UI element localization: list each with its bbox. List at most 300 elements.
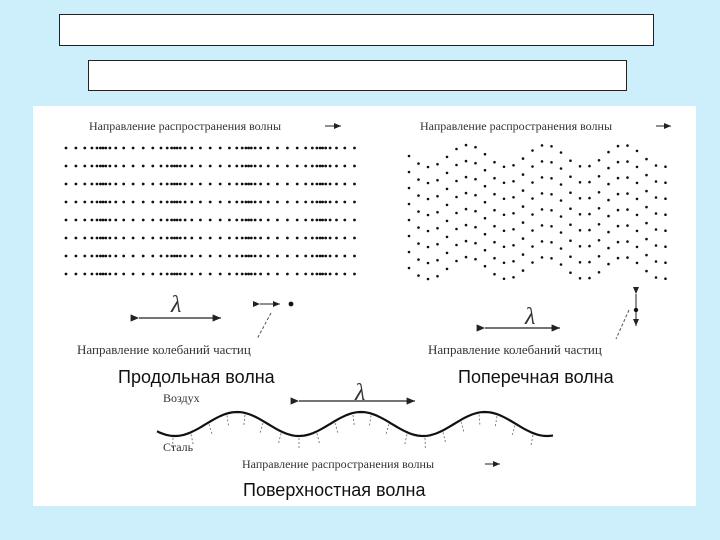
- longitudinal-particle: [179, 237, 182, 240]
- longitudinal-particle: [247, 147, 250, 150]
- transverse-particle: [617, 257, 620, 260]
- longitudinal-particle: [190, 201, 193, 204]
- longitudinal-particle: [209, 237, 212, 240]
- longitudinal-particle: [228, 237, 231, 240]
- longitudinal-particle: [259, 273, 262, 276]
- longitudinal-particle: [250, 183, 253, 186]
- longitudinal-particle: [311, 219, 314, 222]
- longitudinal-particle: [235, 165, 238, 168]
- longitudinal-particle: [304, 273, 307, 276]
- transverse-particle: [417, 242, 420, 245]
- longitudinal-particle-grid: [65, 147, 356, 276]
- longitudinal-particle: [132, 237, 135, 240]
- transverse-particle: [512, 196, 515, 199]
- longitudinal-particle: [247, 237, 250, 240]
- transverse-particle: [436, 211, 439, 214]
- transverse-particle: [474, 226, 477, 229]
- surface-particle-tick: [512, 425, 515, 435]
- transverse-particle: [655, 228, 658, 231]
- transverse-particle: [455, 164, 458, 167]
- longitudinal-particle: [219, 237, 222, 240]
- transverse-particle: [655, 196, 658, 199]
- surface-particle-tick: [244, 415, 245, 425]
- transverse-particle: [617, 209, 620, 212]
- longitudinal-particle: [122, 273, 125, 276]
- longitudinal-particle: [241, 201, 244, 204]
- longitudinal-particle: [173, 147, 176, 150]
- longitudinal-particle: [321, 147, 324, 150]
- transverse-particle: [588, 245, 591, 248]
- longitudinal-particle: [219, 147, 222, 150]
- transverse-particle: [408, 251, 411, 254]
- longitudinal-particle: [329, 237, 332, 240]
- longitudinal-particle: [166, 237, 169, 240]
- longitudinal-particle: [190, 237, 193, 240]
- longitudinal-particle: [267, 183, 270, 186]
- longitudinal-particle: [184, 183, 187, 186]
- longitudinal-particle: [209, 255, 212, 258]
- longitudinal-particle: [104, 147, 107, 150]
- longitudinal-particle: [209, 165, 212, 168]
- transverse-particle: [636, 214, 639, 217]
- transverse-particle: [474, 258, 477, 261]
- transverse-propagation-label: Направление распространения волны: [420, 119, 612, 133]
- transverse-particle: [484, 233, 487, 236]
- surface-wave-group: [157, 380, 553, 500]
- longitudinal-particle: [142, 165, 145, 168]
- transverse-particle: [531, 213, 534, 216]
- transverse-particle: [484, 265, 487, 268]
- transverse-particle: [550, 209, 553, 212]
- surface-caption: Поверхностная волна: [243, 480, 426, 500]
- longitudinal-particle: [96, 147, 99, 150]
- longitudinal-particle: [353, 219, 356, 222]
- longitudinal-particle-marker: [289, 302, 294, 307]
- wave-types-diagram: [33, 106, 696, 506]
- longitudinal-particle: [343, 147, 346, 150]
- longitudinal-particle: [319, 237, 322, 240]
- transverse-particle: [531, 149, 534, 152]
- longitudinal-particle: [109, 147, 112, 150]
- longitudinal-particle: [321, 219, 324, 222]
- longitudinal-particle: [176, 219, 179, 222]
- longitudinal-caption: Продольная волна: [118, 367, 275, 387]
- longitudinal-particle: [311, 165, 314, 168]
- transverse-particle: [569, 175, 572, 178]
- longitudinal-particle: [254, 255, 257, 258]
- transverse-particle: [446, 172, 449, 175]
- longitudinal-particle: [75, 165, 78, 168]
- longitudinal-particle: [247, 201, 250, 204]
- longitudinal-particle: [142, 219, 145, 222]
- longitudinal-particle: [324, 183, 327, 186]
- longitudinal-particle: [173, 183, 176, 186]
- transverse-oscillation-label: Направление колебаний частиц: [428, 342, 602, 357]
- longitudinal-particle: [267, 237, 270, 240]
- longitudinal-particle: [83, 165, 86, 168]
- transverse-particle: [664, 277, 667, 280]
- longitudinal-particle: [296, 147, 299, 150]
- transverse-particle: [474, 162, 477, 165]
- transverse-particle: [541, 144, 544, 147]
- longitudinal-particle: [166, 183, 169, 186]
- transverse-particle: [455, 244, 458, 247]
- longitudinal-particle: [353, 183, 356, 186]
- longitudinal-particle: [316, 183, 319, 186]
- transverse-particle: [541, 176, 544, 179]
- longitudinal-particle: [184, 201, 187, 204]
- transverse-wavelength-symbol: λ: [525, 304, 536, 330]
- transverse-particle: [427, 214, 430, 217]
- longitudinal-particle: [316, 165, 319, 168]
- transverse-particle: [541, 160, 544, 163]
- longitudinal-particle: [199, 237, 202, 240]
- transverse-particle: [550, 145, 553, 148]
- longitudinal-particle: [235, 147, 238, 150]
- longitudinal-wave-group: [65, 119, 356, 387]
- longitudinal-particle: [142, 255, 145, 258]
- longitudinal-particle: [311, 255, 314, 258]
- longitudinal-particle: [286, 273, 289, 276]
- longitudinal-particle: [254, 237, 257, 240]
- longitudinal-particle: [235, 183, 238, 186]
- transverse-particle: [465, 176, 468, 179]
- longitudinal-particle: [235, 273, 238, 276]
- longitudinal-particle: [190, 273, 193, 276]
- longitudinal-particle: [245, 219, 248, 222]
- longitudinal-particle: [166, 147, 169, 150]
- longitudinal-particle: [142, 273, 145, 276]
- longitudinal-particle: [329, 165, 332, 168]
- transverse-particle: [636, 230, 639, 233]
- longitudinal-particle: [259, 183, 262, 186]
- longitudinal-particle: [91, 147, 94, 150]
- longitudinal-particle: [304, 147, 307, 150]
- longitudinal-particle: [259, 147, 262, 150]
- surface-wavelength-symbol: λ: [355, 380, 366, 406]
- longitudinal-particle: [199, 165, 202, 168]
- longitudinal-pointer-line: [257, 313, 271, 339]
- transverse-particle: [626, 160, 629, 163]
- longitudinal-particle: [160, 147, 163, 150]
- transverse-particle: [474, 146, 477, 149]
- longitudinal-particle: [109, 165, 112, 168]
- longitudinal-particle: [142, 237, 145, 240]
- transverse-particle: [503, 214, 506, 217]
- longitudinal-particle: [199, 147, 202, 150]
- surface-particle-tick: [370, 416, 372, 426]
- longitudinal-wavelength-symbol: λ: [171, 292, 182, 318]
- longitudinal-particle: [179, 219, 182, 222]
- longitudinal-particle: [219, 219, 222, 222]
- longitudinal-particle: [83, 273, 86, 276]
- longitudinal-particle: [179, 165, 182, 168]
- transverse-particle: [569, 223, 572, 226]
- transverse-particle: [588, 277, 591, 280]
- longitudinal-particle: [151, 201, 154, 204]
- longitudinal-particle: [122, 237, 125, 240]
- transverse-particle: [531, 229, 534, 232]
- transverse-particle: [617, 177, 620, 180]
- longitudinal-particle: [267, 201, 270, 204]
- longitudinal-particle: [247, 273, 250, 276]
- longitudinal-particle: [353, 201, 356, 204]
- transverse-particle: [465, 240, 468, 243]
- longitudinal-particle: [142, 201, 145, 204]
- longitudinal-particle: [75, 219, 78, 222]
- longitudinal-particle: [321, 273, 324, 276]
- longitudinal-particle: [83, 255, 86, 258]
- longitudinal-particle: [179, 183, 182, 186]
- longitudinal-particle: [276, 255, 279, 258]
- longitudinal-particle: [245, 237, 248, 240]
- longitudinal-particle: [209, 147, 212, 150]
- longitudinal-particle: [65, 201, 68, 204]
- transverse-particle: [550, 177, 553, 180]
- longitudinal-particle: [160, 273, 163, 276]
- longitudinal-particle: [319, 183, 322, 186]
- longitudinal-particle: [335, 219, 338, 222]
- transverse-particle: [522, 237, 525, 240]
- longitudinal-particle: [132, 273, 135, 276]
- longitudinal-particle: [151, 165, 154, 168]
- longitudinal-particle: [75, 273, 78, 276]
- longitudinal-particle: [311, 237, 314, 240]
- transverse-particle: [503, 230, 506, 233]
- transverse-particle: [408, 219, 411, 222]
- transverse-particle: [531, 261, 534, 264]
- longitudinal-particle: [316, 237, 319, 240]
- transverse-particle: [617, 241, 620, 244]
- longitudinal-particle: [304, 165, 307, 168]
- transverse-particle: [560, 167, 563, 170]
- transverse-particle: [607, 231, 610, 234]
- longitudinal-particle: [184, 273, 187, 276]
- transverse-particle: [512, 260, 515, 263]
- longitudinal-particle: [321, 201, 324, 204]
- transverse-particle: [427, 230, 430, 233]
- longitudinal-particle: [335, 147, 338, 150]
- transverse-particle: [446, 252, 449, 255]
- transverse-particle: [408, 171, 411, 174]
- surface-particle-tick: [335, 423, 338, 433]
- longitudinal-particle: [99, 183, 102, 186]
- surface-particle-tick: [227, 416, 229, 426]
- longitudinal-particle: [296, 165, 299, 168]
- transverse-particle: [541, 256, 544, 259]
- longitudinal-particle: [109, 255, 112, 258]
- transverse-particle: [664, 181, 667, 184]
- transverse-particle: [626, 208, 629, 211]
- transverse-particle: [655, 276, 658, 279]
- longitudinal-particle: [83, 219, 86, 222]
- transverse-particle: [560, 215, 563, 218]
- longitudinal-particle: [335, 201, 338, 204]
- transverse-particle: [417, 162, 420, 165]
- longitudinal-particle: [65, 237, 68, 240]
- surface-particle-tick: [386, 424, 389, 434]
- transverse-particle: [493, 273, 496, 276]
- longitudinal-particle: [311, 273, 314, 276]
- transverse-particle: [626, 144, 629, 147]
- transverse-particle: [664, 229, 667, 232]
- longitudinal-particle: [170, 201, 173, 204]
- longitudinal-particle: [241, 147, 244, 150]
- longitudinal-particle: [316, 255, 319, 258]
- longitudinal-particle: [184, 165, 187, 168]
- longitudinal-particle: [114, 237, 117, 240]
- transverse-particle: [598, 159, 601, 162]
- longitudinal-particle: [245, 273, 248, 276]
- transverse-particle: [607, 263, 610, 266]
- longitudinal-particle: [114, 201, 117, 204]
- transverse-particle: [588, 197, 591, 200]
- longitudinal-particle: [170, 165, 173, 168]
- surface-particle-tick: [443, 432, 446, 442]
- transverse-particle: [465, 144, 468, 147]
- longitudinal-particle: [102, 255, 105, 258]
- longitudinal-particle: [276, 273, 279, 276]
- longitudinal-particle: [219, 273, 222, 276]
- transverse-particle: [446, 156, 449, 159]
- transverse-particle: [455, 148, 458, 151]
- longitudinal-particle: [99, 219, 102, 222]
- transverse-particle: [427, 198, 430, 201]
- transverse-particle: [598, 223, 601, 226]
- longitudinal-particle: [209, 219, 212, 222]
- longitudinal-particle: [316, 273, 319, 276]
- transverse-particle: [427, 262, 430, 265]
- longitudinal-particle: [304, 237, 307, 240]
- longitudinal-particle: [83, 237, 86, 240]
- transverse-particle-grid: [408, 144, 667, 280]
- longitudinal-particle: [102, 183, 105, 186]
- longitudinal-particle: [321, 255, 324, 258]
- longitudinal-particle: [245, 183, 248, 186]
- transverse-particle: [522, 221, 525, 224]
- transverse-particle: [436, 227, 439, 230]
- longitudinal-particle: [209, 183, 212, 186]
- transverse-particle: [503, 246, 506, 249]
- longitudinal-particle: [179, 201, 182, 204]
- transverse-particle: [655, 180, 658, 183]
- longitudinal-particle: [259, 255, 262, 258]
- longitudinal-particle: [276, 219, 279, 222]
- longitudinal-particle: [176, 183, 179, 186]
- longitudinal-particle: [267, 273, 270, 276]
- transverse-particle: [493, 177, 496, 180]
- transverse-particle: [579, 181, 582, 184]
- longitudinal-particle: [151, 147, 154, 150]
- transverse-particle: [655, 212, 658, 215]
- longitudinal-particle: [319, 273, 322, 276]
- transverse-particle: [417, 194, 420, 197]
- longitudinal-particle: [353, 273, 356, 276]
- transverse-particle: [417, 226, 420, 229]
- transverse-particle: [446, 188, 449, 191]
- longitudinal-particle: [132, 201, 135, 204]
- longitudinal-particle: [316, 219, 319, 222]
- longitudinal-particle: [170, 183, 173, 186]
- surface-air-label: Воздух: [163, 391, 200, 405]
- longitudinal-particle: [276, 165, 279, 168]
- longitudinal-particle: [166, 255, 169, 258]
- surface-particle-tick: [260, 423, 263, 433]
- transverse-particle: [436, 179, 439, 182]
- transverse-particle: [522, 253, 525, 256]
- transverse-particle: [503, 182, 506, 185]
- longitudinal-particle: [102, 147, 105, 150]
- longitudinal-particle: [173, 201, 176, 204]
- transverse-particle: [417, 258, 420, 261]
- longitudinal-particle: [122, 255, 125, 258]
- transverse-particle: [645, 206, 648, 209]
- longitudinal-particle: [91, 255, 94, 258]
- longitudinal-particle: [254, 273, 257, 276]
- longitudinal-particle: [296, 219, 299, 222]
- surface-particle-tick: [317, 433, 319, 443]
- longitudinal-particle: [109, 201, 112, 204]
- transverse-particle: [493, 193, 496, 196]
- longitudinal-particle: [75, 255, 78, 258]
- longitudinal-particle: [179, 255, 182, 258]
- longitudinal-particle: [219, 201, 222, 204]
- longitudinal-particle: [324, 273, 327, 276]
- transverse-particle: [617, 193, 620, 196]
- longitudinal-particle: [132, 165, 135, 168]
- longitudinal-particle: [122, 219, 125, 222]
- transverse-particle: [598, 239, 601, 242]
- longitudinal-particle: [170, 237, 173, 240]
- longitudinal-particle: [296, 201, 299, 204]
- longitudinal-particle: [91, 219, 94, 222]
- longitudinal-particle: [65, 183, 68, 186]
- surface-wave-curve: [157, 412, 553, 436]
- transverse-particle: [664, 213, 667, 216]
- longitudinal-particle: [109, 183, 112, 186]
- longitudinal-particle: [304, 183, 307, 186]
- longitudinal-particle: [247, 255, 250, 258]
- longitudinal-particle: [96, 201, 99, 204]
- transverse-particle: [436, 163, 439, 166]
- longitudinal-particle: [335, 165, 338, 168]
- transverse-particle: [408, 203, 411, 206]
- longitudinal-particle: [319, 165, 322, 168]
- transverse-particle: [455, 180, 458, 183]
- transverse-particle: [645, 158, 648, 161]
- longitudinal-particle: [209, 201, 212, 204]
- longitudinal-particle: [151, 219, 154, 222]
- longitudinal-particle: [235, 219, 238, 222]
- longitudinal-particle: [228, 147, 231, 150]
- transverse-particle: [569, 255, 572, 258]
- transverse-particle: [579, 229, 582, 232]
- longitudinal-particle: [99, 255, 102, 258]
- transverse-particle: [484, 169, 487, 172]
- longitudinal-particle: [250, 165, 253, 168]
- longitudinal-particle: [335, 273, 338, 276]
- longitudinal-particle: [176, 165, 179, 168]
- transverse-particle: [664, 245, 667, 248]
- transverse-particle: [474, 178, 477, 181]
- longitudinal-particle: [160, 219, 163, 222]
- transverse-particle: [455, 260, 458, 263]
- longitudinal-particle: [199, 255, 202, 258]
- transverse-particle: [446, 236, 449, 239]
- longitudinal-particle: [286, 255, 289, 258]
- longitudinal-particle: [343, 219, 346, 222]
- longitudinal-particle: [335, 183, 338, 186]
